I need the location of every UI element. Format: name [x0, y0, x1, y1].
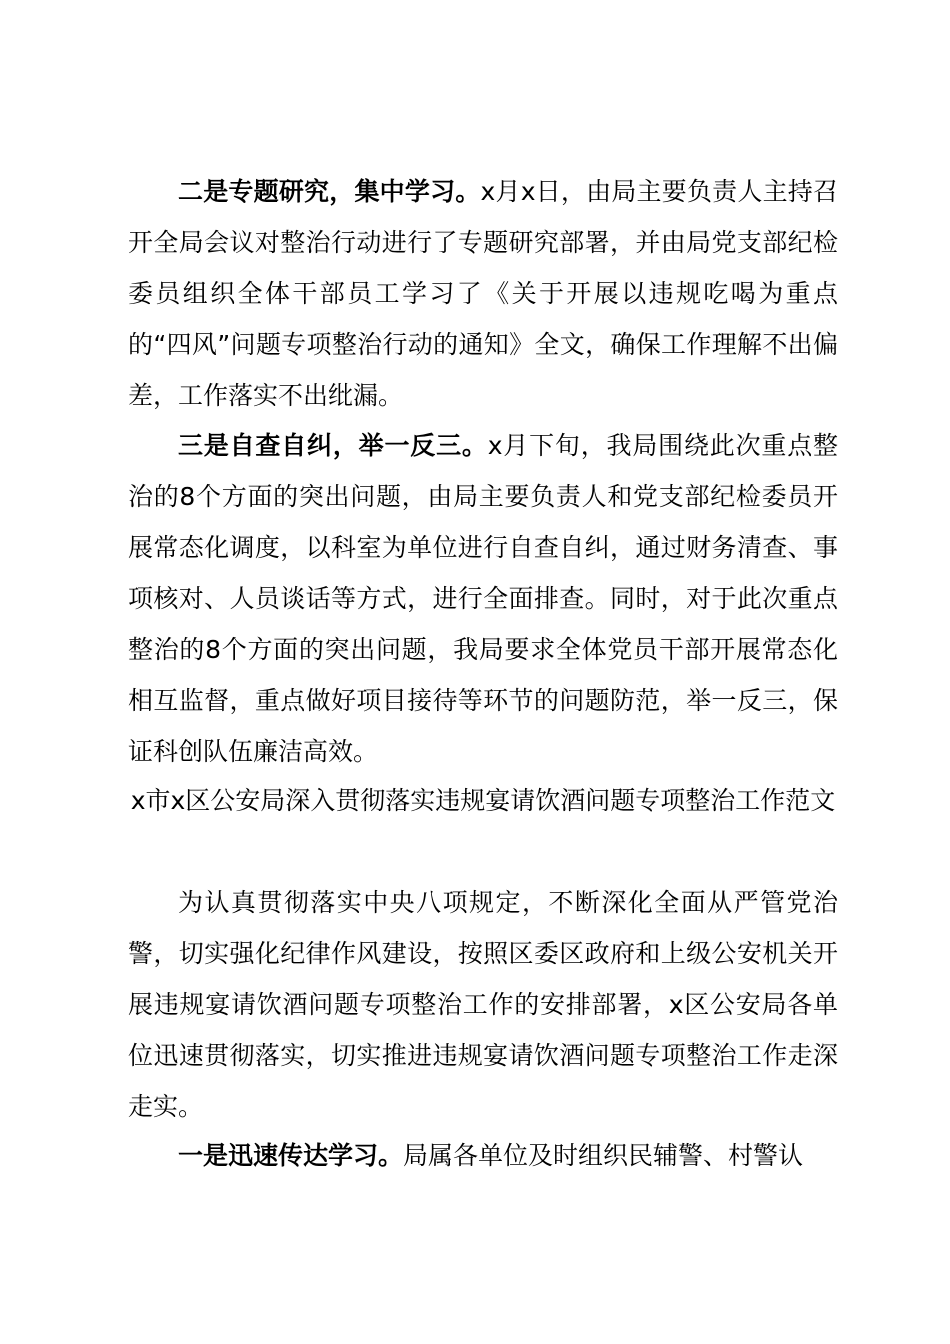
- paragraph-intro: 为认真贯彻落实中央八项规定，不断深化全面从严管党治警，切实强化纪律作风建设，按照区委区政府和上级公安机关开展违规宴请饮酒问题专项整治工作的安排部署，x区公安局各单位迅速贯彻落实，切实推进违规宴请饮酒问题专项整治工作走深走实。: [128, 888, 838, 1121]
- paragraph-body: x月下旬，我局围绕此次重点整治的8个方面的突出问题，由局主要负责人和党支部纪检委员开展常态化调度，以科室为单位进行自查自纠，通过财务清查、事项核对、人员谈话等方式，进行全面排查。同时，对于此次重点整治的8个方面的突出问题，我局要求全体党员干部开展常态化相互监督，重点做好项目接待等环节的问题防范，举一反三，保证科创队伍廉洁高效。: [128, 431, 838, 766]
- paragraph-special-study: [128, 166, 838, 421]
- paragraph-lead: 三是自查自纠，举一反三。: [178, 431, 488, 460]
- paragraph-lead: 一是迅速传达学习。: [178, 1141, 404, 1170]
- paragraph-body: x月x日，由局主要负责人主持召开全局会议对整治行动进行了专题研究部署，并由局党支部纪检委员组织全体干部员工学习了《关于开展以违规吃喝为重点的“四风”问题专项整治行动的通知》全文，确保工作理解不出偏差，工作落实不出纰漏。: [128, 177, 838, 410]
- paragraph-lead: 二是专题研究，集中学习。: [178, 177, 481, 206]
- paragraph-self-check: [128, 420, 838, 777]
- article-title: x市x区公安局深入贯彻落实违规宴请饮酒问题专项整治工作范文: [130, 786, 836, 815]
- paragraph-transmit-study: [128, 1130, 838, 1181]
- paragraph-body: 局属各单位及时组织民辅警、村警认: [403, 1141, 804, 1170]
